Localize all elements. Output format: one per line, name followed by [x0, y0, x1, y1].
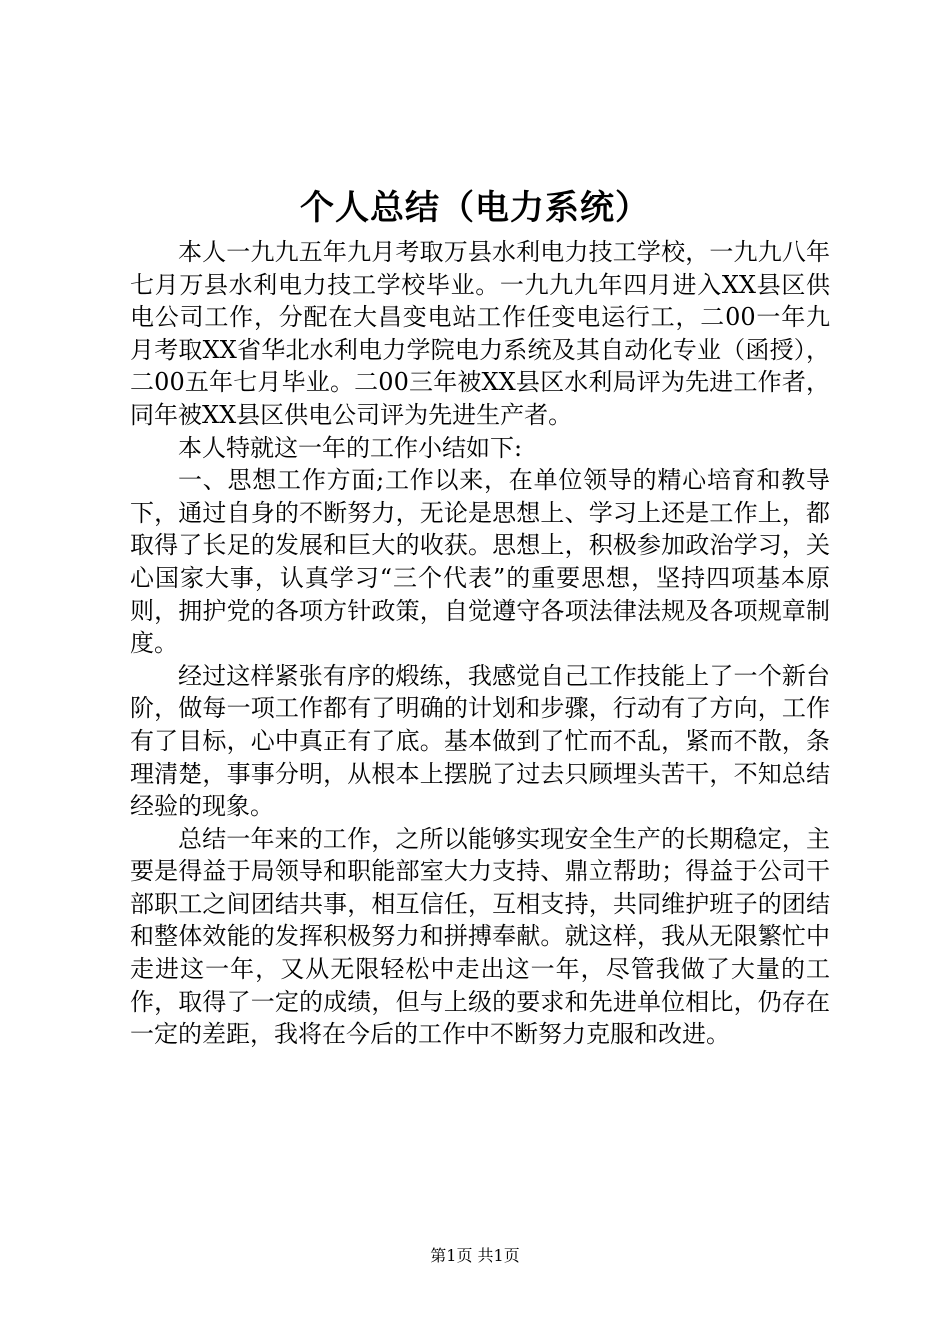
paragraph-conclusion: 总结一年来的工作，之所以能够实现安全生产的长期稳定，主要是得益于局领导和职能部室大力支持、鼎立帮助；得益于公司干部职工之间团结共事，相互信任，互相支持，共同维护班子的团结和整体效能的发挥积极努力和拼搏奉献。就这样，我从无限繁忙中走进这一年，又从无限轻松中走出这一年，尽管我做了大量的工作，取得了一定的成绩，但与上级的要求和先进单位相比，仍存在一定的差距，我将在今后的工作中不断努力克服和改进。 — [130, 824, 830, 1049]
document-title: 个人总结（电力系统） — [300, 188, 650, 228]
paragraph-training: 经过这样紧张有序的煅练，我感觉自己工作技能上了一个新台阶，做每一项工作都有了明确的计划和步骤，行动有了方向，工作有了目标，心中真正有了底。基本做到了忙而不乱，紧而不散，条理清楚，事事分明，从根本上摆脱了过去只顾埋头苦干，不知总结经验的现象。 — [130, 661, 830, 821]
paragraph-ideology: 一、思想工作方面;工作以来，在单位领导的精心培育和教导下，通过自身的不断努力，无论是思想上、学习上还是工作上，都取得了长足的发展和巨大的收获。思想上，积极参加政治学习，关心国家大事，认真学习“三个代表”的重要思想，坚持四项基本原则，拥护党的各项方针政策，自觉遵守各项法律法规及各项规章制度。 — [130, 466, 830, 658]
document-body — [130, 236, 830, 1051]
paragraph-summary-lead: 本人特就这一年的工作小结如下: — [178, 433, 523, 462]
paragraph-intro: 本人一九九五年九月考取万县水利电力技工学校，一九九八年七月万县水利电力技工学校毕业。一九九九年四月进入XX县区供电公司工作，分配在大昌变电站工作任变电运行工，二00一年九月考取XX省华北水利电力学院电力系统及其自动化专业（函授），二00五年七月毕业。二00三年被XX县区水利局评为先进工作者，同年被XX县区供电公司评为先进生产者。 — [130, 238, 830, 429]
page-footer: 第1页 共1页 — [430, 1246, 520, 1265]
